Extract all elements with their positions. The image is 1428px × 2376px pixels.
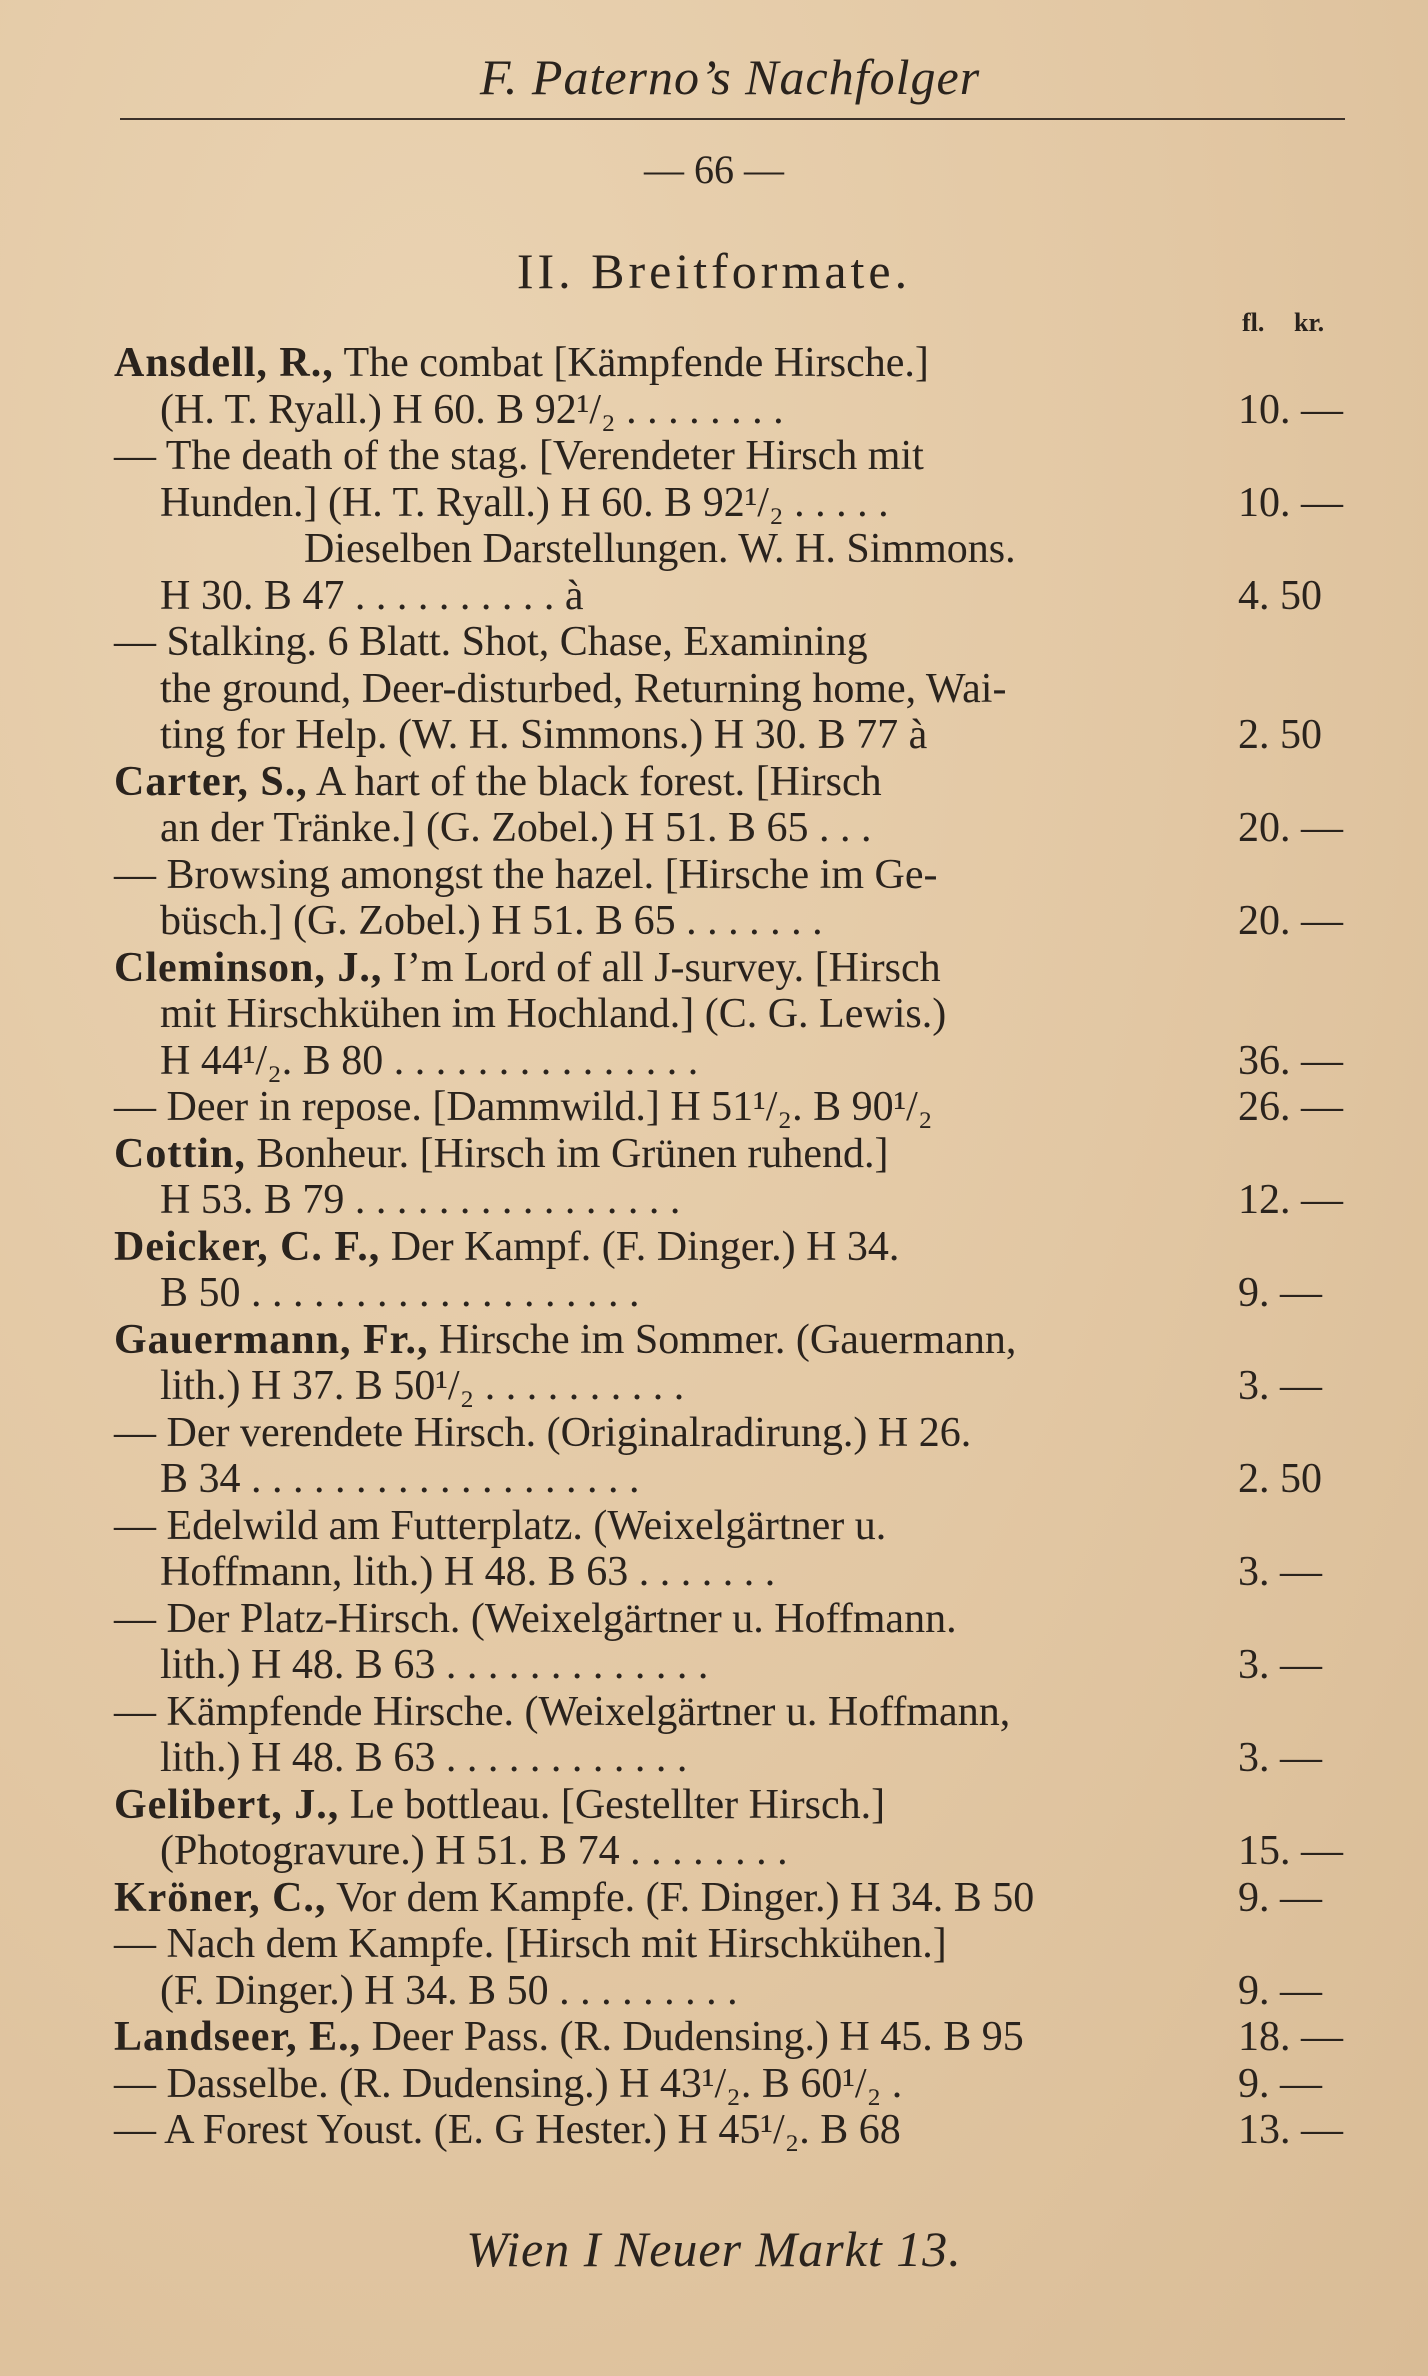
section-title: II. Breitformate. [516, 243, 912, 299]
entry-text: Der Kampf. (F. Dinger.) H 34. [380, 1223, 900, 1270]
catalog-line [114, 2061, 1350, 2107]
entry-text: (Photogravure.) H 51. B 74 . . . . . . . . [160, 1828, 788, 1874]
entry-text: (H. T. Ryall.) H 60. B 92¹/₂ . . . . . . . . [160, 386, 784, 433]
line-text [114, 1084, 933, 1130]
catalog-line [114, 1689, 1350, 1735]
entry-text: Hirsche im Sommer. (Gauermann, [428, 1316, 1017, 1363]
column-header-kr: kr. [1294, 308, 1325, 337]
price: 10. — [1238, 479, 1343, 526]
line-text [114, 340, 929, 386]
catalog-line [114, 2014, 1350, 2060]
catalog-line [114, 712, 1350, 758]
entry-text: — Kämpfende Hirsche. (Weixelgärtner u. Hoffmann, [114, 1688, 1011, 1735]
entry-text: — Edelwild am Futterplatz. (Weixelgärtner u. [114, 1502, 887, 1549]
price: 18. — [1238, 2014, 1343, 2060]
entry-text: Dieselben Darstellungen. W. H. Simmons. [304, 526, 1016, 572]
line-text [160, 991, 946, 1037]
line-text [114, 945, 941, 991]
price: 2. 50 [1238, 1456, 1322, 1502]
catalog-line [114, 1224, 1350, 1270]
entry-text: The combat [Kämpfende Hirsche.] [333, 340, 929, 386]
entry-text: B 50 . . . . . . . . . . . . . . . . . . . [160, 1270, 640, 1316]
catalog-line [114, 1410, 1350, 1456]
entry-text: lith.) H 48. B 63 . . . . . . . . . . . . [160, 1735, 688, 1781]
artist-name: Kröner, C., [114, 1874, 327, 1921]
entry-text: H 30. B 47 . . . . . . . . . . à [160, 572, 584, 619]
entry-text: an der Tränke.] (G. Zobel.) H 51. B 65 . . . [160, 805, 872, 851]
entry-text: lith.) H 37. B 50¹/₂ . . . . . . . . . . [160, 1363, 685, 1409]
catalog-line [114, 619, 1350, 665]
price: 12. — [1238, 1177, 1343, 1223]
catalog-line [114, 852, 1350, 898]
price: 3. — [1238, 1735, 1322, 1781]
artist-name: Gauermann, Fr., [114, 1316, 429, 1363]
catalog-line [114, 1363, 1350, 1409]
catalog-line [114, 2107, 1350, 2153]
price: 9. — [1238, 2060, 1322, 2107]
line-text [114, 1782, 885, 1828]
page-number: — 66 — [644, 147, 784, 192]
artist-name: Cleminson, J., [114, 944, 383, 991]
line-text [114, 759, 882, 805]
header-rule [120, 118, 1345, 120]
catalog-line [114, 1131, 1350, 1177]
line-text [160, 1735, 687, 1781]
line-text [114, 1921, 947, 1967]
line-text [114, 2107, 901, 2153]
entry-text: — Dasselbe. (R. Dudensing.) H 43¹/₂. B 60¹/₂ . [114, 2060, 903, 2107]
entry-text: — A Forest Youst. (E. G Hester.) H 45¹/₂. B 68 [114, 2107, 901, 2153]
entry-text: Vor dem Kampfe. (F. Dinger.) H 34. B 50 [326, 1874, 1035, 1921]
line-text [160, 805, 872, 851]
entry-text: A hart of the black forest. [Hirsch [307, 758, 882, 805]
catalog-line [114, 573, 1350, 619]
price: 13. — [1238, 2107, 1343, 2153]
price: 3. — [1238, 1549, 1322, 1595]
line-text [160, 480, 889, 526]
line-text [114, 1317, 1016, 1363]
line-text [160, 1642, 708, 1688]
catalog-line [114, 1735, 1350, 1781]
artist-name: Gelibert, J., [114, 1781, 340, 1828]
line-text [114, 1689, 1010, 1735]
catalog-line [114, 1038, 1350, 1084]
catalog-line [114, 1549, 1350, 1595]
line-text [114, 2061, 902, 2107]
line-text [160, 1968, 738, 2014]
entry-text: H 44¹/₂. B 80 . . . . . . . . . . . . . . . [160, 1037, 699, 1084]
entry-text: ting for Help. (W. H. Simmons.) H 30. B 77 à [160, 712, 928, 758]
line-text [114, 2014, 1024, 2060]
catalog-line [114, 759, 1350, 805]
price: 4. 50 [1238, 572, 1322, 619]
catalog-line [114, 1782, 1350, 1828]
entry-text: lith.) H 48. B 63 . . . . . . . . . . . . . [160, 1642, 709, 1688]
catalog-line [114, 1270, 1350, 1316]
line-text [160, 573, 584, 619]
catalog-line [114, 805, 1350, 851]
line-text [160, 1549, 775, 1595]
line-text [160, 1177, 680, 1223]
line-text [114, 1224, 899, 1270]
entry-text: — Stalking. 6 Blatt. Shot, Chase, Examining [114, 619, 868, 665]
catalog-line [114, 1875, 1350, 1921]
artist-name: Landseer, E., [114, 2014, 362, 2060]
line-text [114, 619, 868, 665]
catalog-line [114, 1642, 1350, 1688]
entry-text: Hoffmann, lith.) H 48. B 63 . . . . . . . [160, 1549, 776, 1595]
catalog-line [114, 945, 1350, 991]
catalog-line [114, 1828, 1350, 1874]
catalog-line [114, 387, 1350, 433]
price: 9. — [1238, 1967, 1322, 2014]
entry-text: — The death of the stag. [Verendeter Hirsch mit [114, 433, 924, 479]
artist-name: Deicker, C. F., [114, 1223, 381, 1270]
entry-text: B 34 . . . . . . . . . . . . . . . . . . . [160, 1456, 640, 1502]
entry-text: Hunden.] (H. T. Ryall.) H 60. B 92¹/₂ . . . . . [160, 479, 889, 526]
line-text [160, 1828, 788, 1874]
entry-text: — Der verendete Hirsch. (Originalradirung.) H 26. [114, 1409, 972, 1456]
entry-text: — Nach dem Kampfe. [Hirsch mit Hirschkühen.] [114, 1921, 947, 1967]
entry-text: mit Hirschkühen im Hochland.] (C. G. Lewis.) [160, 991, 947, 1037]
column-header-fl: fl. [1242, 308, 1265, 337]
catalog-line [114, 1921, 1350, 1967]
line-text [114, 1410, 971, 1456]
catalog-line [114, 1596, 1350, 1642]
artist-name: Ansdell, R., [114, 340, 334, 386]
catalog-line [114, 1503, 1350, 1549]
line-text [304, 526, 1016, 572]
catalog-line [114, 898, 1350, 944]
line-text [114, 1596, 957, 1642]
catalog-line [114, 991, 1350, 1037]
price: 36. — [1238, 1037, 1343, 1084]
price: 3. — [1238, 1363, 1322, 1409]
catalog-line [114, 433, 1350, 479]
entry-text: — Deer in repose. [Dammwild.] H 51¹/₂. B 90¹/₂ [114, 1084, 933, 1130]
line-text [114, 433, 924, 479]
price: 20. — [1238, 805, 1343, 851]
line-text [114, 1503, 886, 1549]
line-text [114, 1131, 889, 1177]
entry-text: the ground, Deer-disturbed, Returning home, Wai- [160, 665, 1007, 712]
catalog-line [114, 1177, 1350, 1223]
entry-text: — Der Platz-Hirsch. (Weixelgärtner u. Hoffmann. [114, 1595, 957, 1642]
catalog-line [114, 1317, 1350, 1363]
entry-text: Le bottleau. [Gestellter Hirsch.] [339, 1781, 886, 1828]
running-head: F. Paterno’s Nachfolger [479, 49, 981, 105]
price: 10. — [1238, 386, 1343, 433]
catalog-line [114, 1968, 1350, 2014]
line-text [160, 1456, 640, 1502]
catalog-line [114, 666, 1350, 712]
entry-text: büsch.] (G. Zobel.) H 51. B 65 . . . . . . . [160, 898, 823, 944]
entry-text: H 53. B 79 . . . . . . . . . . . . . . . . [160, 1177, 681, 1223]
price: 15. — [1238, 1828, 1343, 1874]
line-text [160, 1363, 684, 1409]
price: 20. — [1238, 898, 1343, 944]
line-text [114, 852, 937, 898]
artist-name: Cottin, [114, 1130, 246, 1177]
price: 9. — [1238, 1270, 1322, 1316]
entry-text: I’m Lord of all J-survey. [Hirsch [382, 944, 941, 991]
line-text [160, 712, 927, 758]
price: 26. — [1238, 1084, 1343, 1130]
catalog-line [114, 340, 1350, 386]
price: 2. 50 [1238, 712, 1322, 758]
footer-address: Wien I Neuer Markt 13. [466, 2221, 962, 2277]
catalog-line [114, 526, 1350, 572]
line-text [114, 1875, 1034, 1921]
entry-text: Bonheur. [Hirsch im Grünen ruhend.] [245, 1130, 889, 1177]
line-text [160, 1038, 698, 1084]
catalog-line [114, 480, 1350, 526]
entry-text: (F. Dinger.) H 34. B 50 . . . . . . . . . [160, 1967, 738, 2014]
price: 3. — [1238, 1642, 1322, 1688]
entry-text: — Browsing amongst the hazel. [Hirsche im Ge- [114, 851, 938, 898]
line-text [160, 1270, 640, 1316]
line-text [160, 387, 784, 433]
catalog-line [114, 1456, 1350, 1502]
artist-name: Carter, S., [114, 758, 308, 805]
catalog-line [114, 1084, 1350, 1130]
price: 9. — [1238, 1874, 1322, 1921]
line-text [160, 898, 823, 944]
entry-text: Deer Pass. (R. Dudensing.) H 45. B 95 [361, 2014, 1024, 2060]
line-text [160, 666, 1006, 712]
